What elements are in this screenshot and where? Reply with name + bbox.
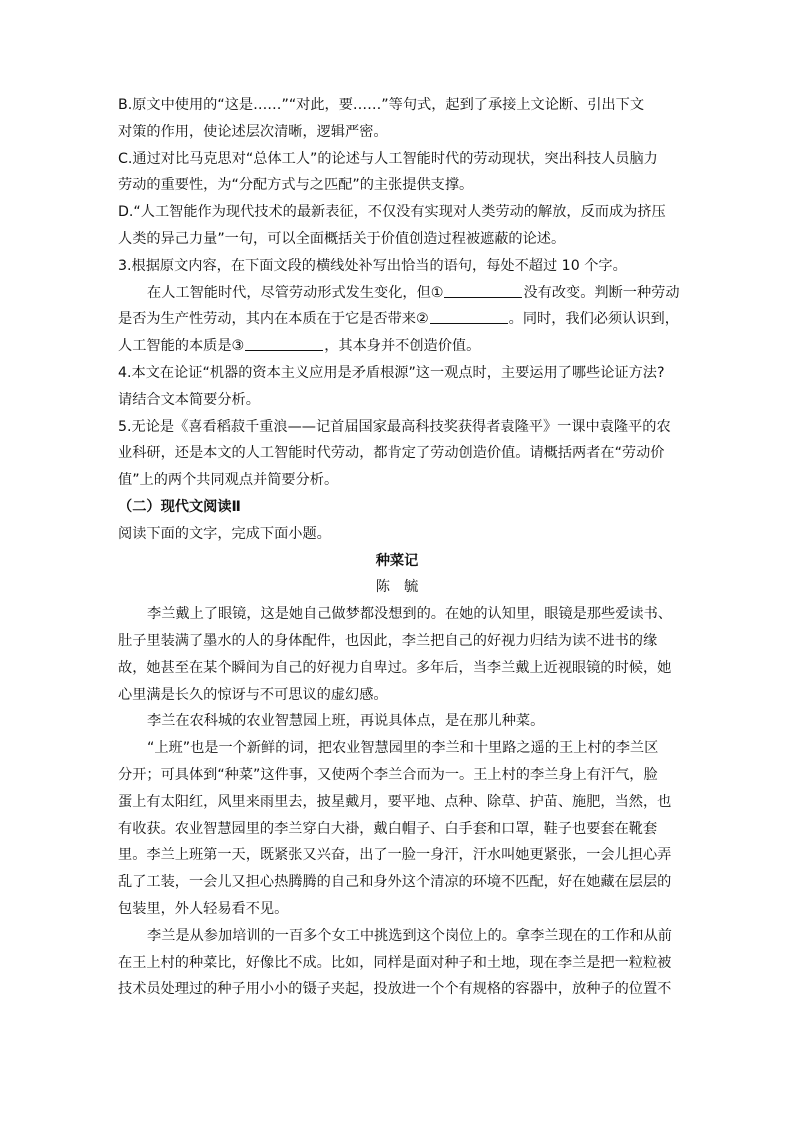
option-b-line-1: B.原文中使用的“这是……”“对此，要……”等句式，起到了承接上文论断、引出下文: [118, 97, 645, 113]
option-c-line-1: C.通过对比马克思对“总体工人”的论述与人工智能时代的劳动现状，突出科技人员脑力: [118, 150, 658, 167]
question-3-passage-line-3: [118, 333, 676, 360]
paragraph-line: 在王上村的种菜比，好像比不成。比如，同样是面对种子和土地，现在李兰是把一粒粒被: [118, 954, 672, 971]
paragraph-line: 李兰是从参加培训的一百多个女工中挑选到这个岗位上的。拿李兰现在的工作和从前: [147, 927, 672, 944]
q3-text: 在人工智能时代，尽管劳动形式发生变化，但①: [147, 284, 444, 301]
question-3-stem: 3.根据原文内容，在下面文段的横线处补写出恰当的语句，每处不超过 10 个字。: [118, 257, 627, 274]
paragraph-line: 里。李兰上班第一天，既紧张又兴奋，出了一脸一身汗，汗水叫她更紧张，一会儿担心弄: [118, 847, 672, 864]
question-5-line-1: 5.无论是《喜看稻菽千重浪——记首届国家最高科技奖获得者袁隆平》一课中袁隆平的农: [118, 418, 671, 435]
q3-text: 没有改变。判断一种劳动: [523, 284, 680, 301]
option-b-line-2: 对策的作用，使论述层次清晰，逻辑严密。: [118, 123, 388, 140]
option-d-line-1: D.“人工智能作为现代技术的最新表征，不仅没有实现对人类劳动的解放，反而成为挤压: [118, 204, 666, 221]
question-3-passage-line-1: [118, 280, 680, 307]
paragraph-line: 蛋上有太阳红，风里来雨里去，披星戴月，要平地、点种、除草、护苗、施肥，当然，也: [118, 793, 672, 810]
paragraph-line: “上班”也是一个新鲜的词，把农业智慧园里的李兰和十里路之遥的王上村的李兰区: [147, 740, 659, 757]
story-paragraph-3: [118, 735, 676, 923]
q3-text: 是否为生产性劳动，其内在本质在于它是否带来②: [118, 311, 429, 328]
question-4-line-1: 4.本文在论证“机器的资本主义应用是矛盾根源”这一观点时，主要运用了哪些论证方法?: [118, 364, 665, 381]
section-instruction: 阅读下面的文字，完成下面小题。: [118, 525, 331, 542]
q3-text: 。同时，我们必须认识到，: [508, 311, 679, 328]
paragraph-line: 分开；可具体到“种菜”这件事，又使两个李兰合而为一。王上村的李兰身上有汗气，脸: [118, 766, 658, 783]
question-5-line-3: 值”上的两个共同观点并简要分析。: [118, 472, 339, 489]
q3-text: 人工智能的本质是③: [118, 338, 245, 355]
paragraph-line: 有收获。农业智慧园里的李兰穿白大褂，戴白帽子、白手套和口罩，鞋子也要套在靴套: [118, 820, 658, 837]
paragraph-line: 故，她甚至在某个瞬间为自己的好视力自卑过。多年后，当李兰戴上近视眼镜的时候，她: [118, 659, 672, 676]
section-title: （二）现代文阅读Ⅱ: [118, 498, 241, 515]
fill-blank-1[interactable]: [444, 283, 522, 298]
paragraph-line: 包装里，外人轻易看不见。: [118, 900, 289, 917]
option-d-line-2: 人类的异己力量”一句，可以全面概括关于价值创造过程被遮蔽的论述。: [118, 230, 566, 247]
paragraph-line: 心里满是长久的惊讶与不可思议的虚幻感。: [118, 686, 388, 703]
story-paragraph-1: [118, 601, 676, 708]
question-3-passage-line-2: [118, 306, 679, 333]
paragraph-line: 李兰在农科城的农业智慧园上班，再说具体点，是在那儿种菜。: [147, 713, 545, 730]
question-4-line-2: 请结合文本简要分析。: [118, 391, 260, 408]
fill-blank-3[interactable]: [245, 336, 323, 351]
story-paragraph-2: [118, 708, 676, 735]
document-page: [118, 92, 680, 1003]
story-title: 种菜记: [375, 552, 419, 569]
story-author: 陈 毓: [375, 579, 419, 596]
q3-text: ，其本身并不创造价值。: [324, 338, 481, 355]
question-5-line-2: 业科研，还是本文的人工智能时代劳动，都肯定了劳动创造价值。请概括两者在“劳动价: [118, 445, 665, 462]
paragraph-line: 技术员处理过的种子用小小的镊子夹起，投放进一个个有规格的容器中，放种子的位置不: [118, 981, 672, 998]
fill-blank-2[interactable]: [430, 309, 508, 324]
story-paragraph-4: [118, 923, 676, 1003]
option-c-line-2: 劳动的重要性，为“分配方式与之匹配”的主张提供支撑。: [118, 177, 474, 194]
paragraph-line: 乱了工装，一会儿又担心热腾腾的自己和身外这个清凉的环境不匹配，好在她藏在层层的: [118, 874, 672, 891]
paragraph-line: 肚子里装满了墨水的人的身体配件，也因此，李兰把自己的好视力归结为读不进书的缘: [118, 632, 658, 649]
paragraph-line: 李兰戴上了眼镜，这是她自己做梦都没想到的。在她的认知里，眼镜是那些爱读书、: [147, 606, 672, 623]
